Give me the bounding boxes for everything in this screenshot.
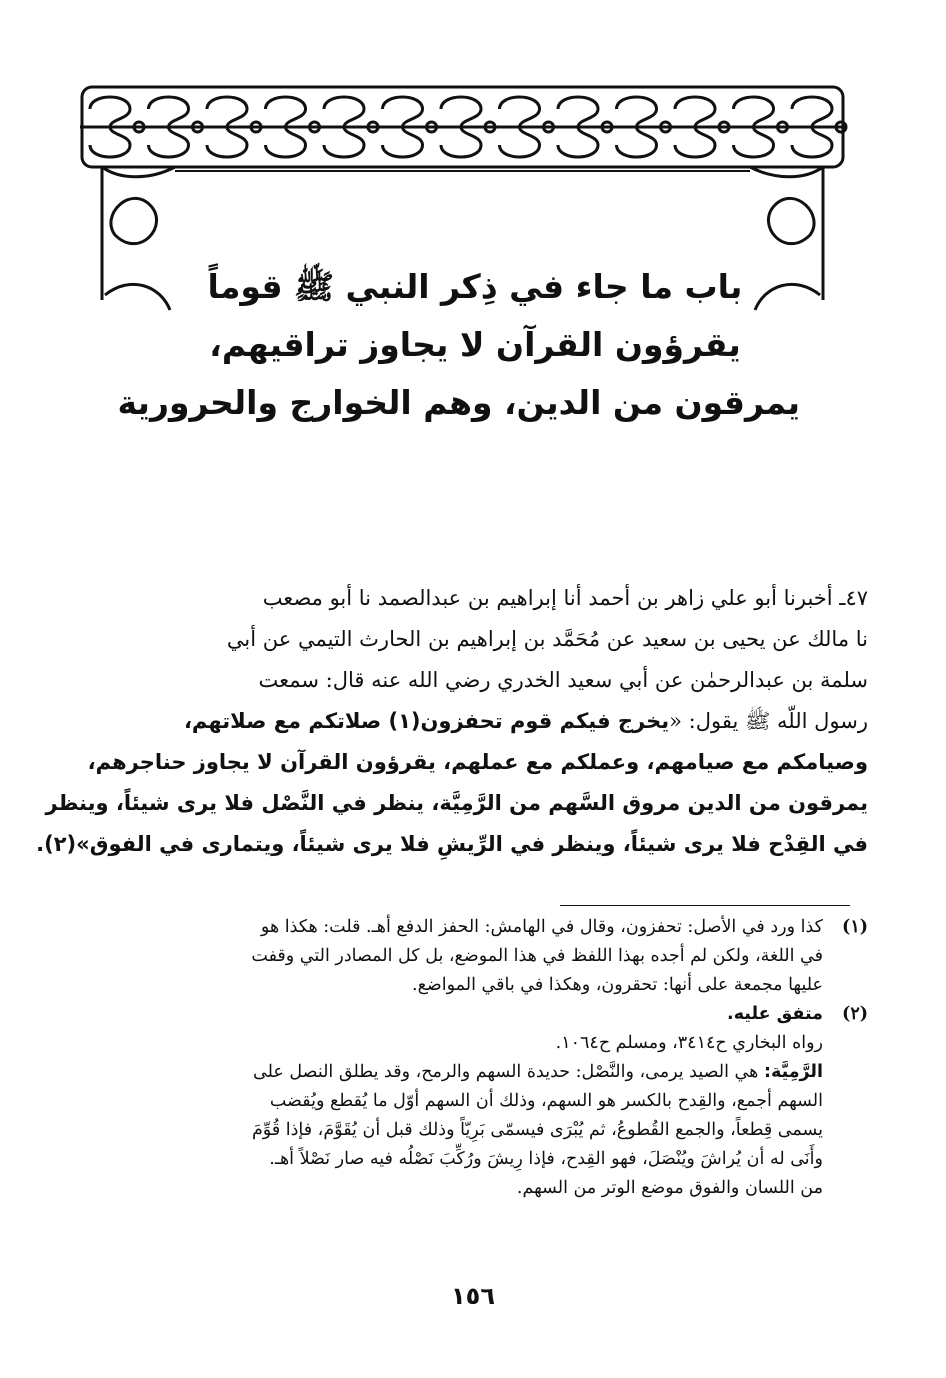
title-line-3: يمرقون من الدين، وهم الخوارج والحرورية [117, 383, 800, 422]
hadith-line-7: في القِدْح فلا يرى شيئاً، وينظر في الرِّيشِ فلا يرى شيئاً، ويتمارى في الفوق»(٢). [36, 832, 868, 856]
footnote-2-term: الرَّمِيَّة: [763, 1062, 823, 1082]
title-line-1: باب ما جاء في ذِكر النبي ﷺ قوماً [207, 267, 743, 306]
footnote-2-line-3 [75, 1058, 868, 1087]
page-number: ١٥٦ [451, 1282, 495, 1310]
hadith-line-4-intro: رسول اللّه ﷺ يقول: « [669, 709, 868, 733]
footnote-2-line-4: السهم أجمع، والقِدح بالكسر هو السهم، وذلك أن السهم أوّل ما يُقطع ويُقضب [269, 1091, 823, 1111]
footnotes [75, 913, 868, 1203]
hadith-line-6: يمرقون من الدين مروق السَّهم من الرَّمِيَّة، ينظر في النَّصْل فلا يرى شيئاً، وينظر [45, 791, 868, 815]
footnote-1-line-3: عليها مجمعة على أنها: تحقرون، وهكذا في باقي المواضع. [412, 975, 823, 995]
hadith-line-5: وصيامكم مع صيامهم، وعملكم مع عملهم، يقرؤون القرآن لا يجاوز حناجرهم، [87, 750, 868, 774]
footnote-2-text-3: هي الصيد يرمى، والنَّصْل: حديدة السهم والرمح، وقد يطلق النصل على [253, 1062, 759, 1082]
footnote-1-line-2: في اللغة، ولكن لم أجده بهذا اللفظ في هذا الموضع، بل كل المصادر التي وقفت [251, 946, 823, 966]
hadith-line-4 [75, 701, 868, 742]
footnote-2-line-5: يسمى قِطعاً، والجمع القُطوعُ، ثم يُبْرَى فيسمّى بَرِيّاً وذلك قبل أن يُقَوَّمَ، فإذا قُوِّمَ [251, 1120, 823, 1140]
footnote-1-line-1 [75, 913, 868, 942]
hadith-text [36, 578, 868, 865]
title-line-2: يقرؤون القرآن لا يجاوز تراقيهم، [209, 325, 741, 364]
footnote-2-line-2: رواه البخاري ح٣٤١٤، ومسلم ح١٠٦٤. [555, 1033, 823, 1053]
hadith-line-1: ٤٧ـ أخبرنا أبو علي زاهر بن أحمد أنا إبراهيم بن عبدالصمد نا أبو مصعب [262, 586, 868, 610]
hadith-line-2: نا مالك عن يحيى بن سعيد عن مُحَمَّد بن إبراهيم بن الحارث التيمي عن أبي [226, 627, 868, 651]
hadith-line-4-quote: يخرج فيكم قوم تحفزون(١) صلاتكم مع صلاتهم، [183, 709, 670, 733]
hadith-line-3: سلمة بن عبدالرحمٰن عن أبي سعيد الخدري رضي الله عنه قال: سمعت [258, 668, 868, 692]
footnote-1-text-1: كذا ورد في الأصل: تحفزون، وقال في الهامش: الحفز الدفع أهـ. قلت: هكذا هو [260, 917, 823, 937]
footnote-2-text-1: متفق عليه. [727, 1004, 823, 1024]
footnote-2-line-1 [75, 1000, 868, 1029]
footnote-1-number: (١) [842, 917, 868, 937]
footnote-2-line-7: من اللسان والفوق موضع الوتر من السهم. [516, 1178, 823, 1198]
footnote-divider [560, 905, 850, 906]
footnote-2-line-6: وأَنَى له أن يُراشَ ويُنْصَلَ، فهو القِدح، فإذا رِيشَ ورُكِّبَ نَصْلُه فيه صار نَصْلاً أهـ. [269, 1149, 823, 1169]
footnote-2-number: (٢) [842, 1004, 868, 1024]
chapter-title [117, 258, 800, 432]
